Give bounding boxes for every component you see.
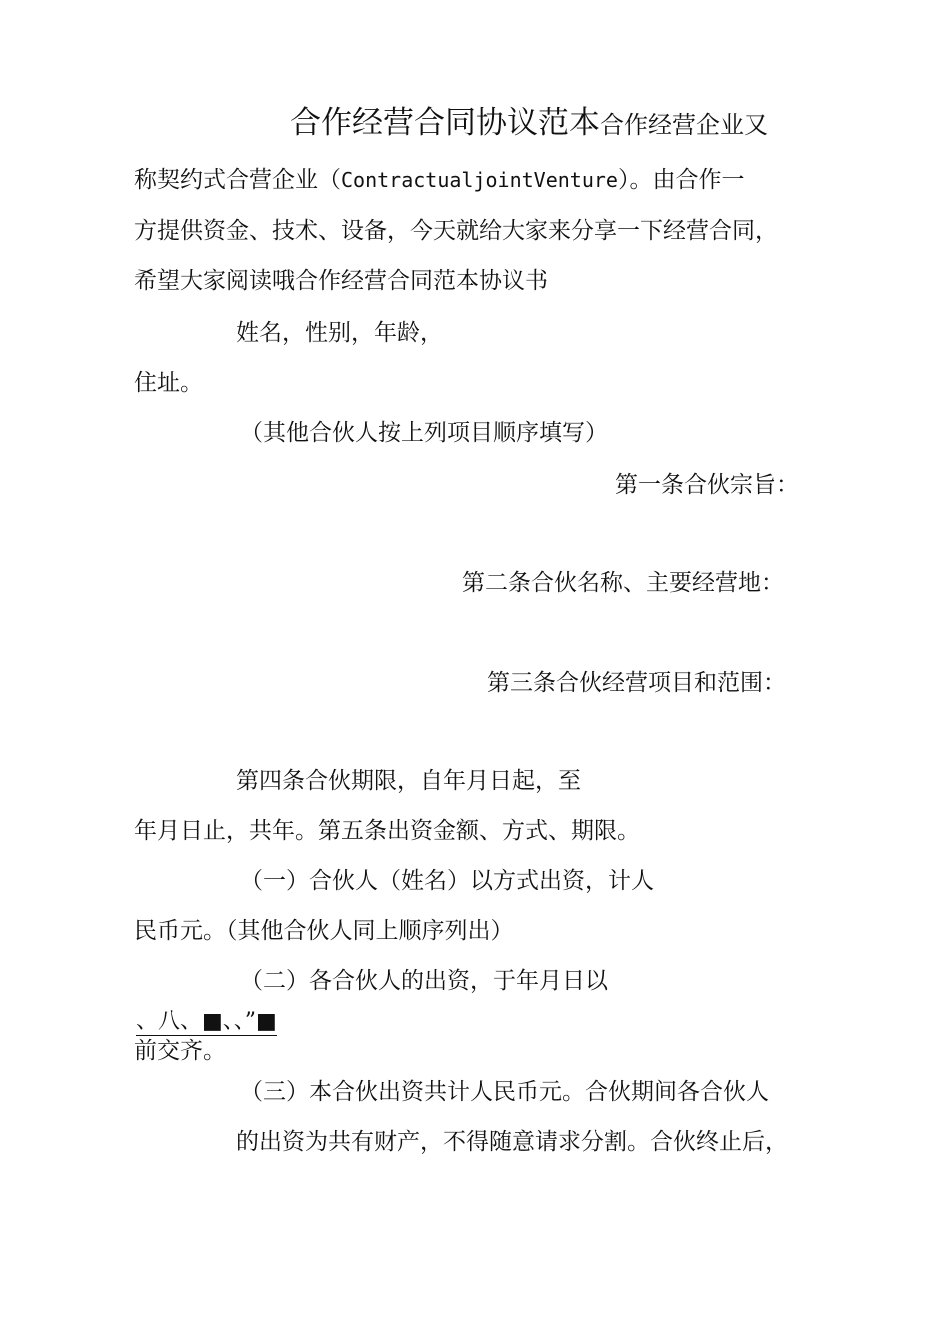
intro-text-a: 称契约式合营企业（ (134, 167, 341, 193)
intro-line-3: 希望大家阅读哦合作经营合同范本协议书 (134, 268, 548, 294)
contribution-3-line-2: 的出资为共有财产，不得随意请求分割。合伙终止后， (236, 1129, 788, 1155)
article-4-line-2: 年月日止，共年。第五条出资金额、方式、期限。 (134, 818, 640, 844)
document-title-line (290, 103, 768, 143)
contribution-2-line-2: 前交齐。 (134, 1038, 226, 1064)
party-note: （其他合伙人按上列项目顺序填写） (240, 420, 608, 446)
title-continuation: 合作经营企业又 (600, 111, 768, 139)
intro-line-2: 方提供资金、技术、设备，今天就给大家来分享一下经营合同， (134, 218, 778, 244)
intro-line-1 (134, 165, 744, 195)
contribution-1-line-1: （一）合伙人（姓名）以方式出资，计人 (240, 868, 654, 894)
intro-text-b: ）。由合作一 (617, 167, 745, 193)
intro-english-term: ContractualjointVenture (341, 168, 618, 192)
contribution-2-line-1: （二）各合伙人的出资，于年月日以 (240, 968, 608, 994)
article-1: 第一条合伙宗旨： (615, 472, 799, 498)
party-address-line: 住址。 (134, 370, 203, 396)
contribution-3-line-1: （三）本合伙出资共计人民币元。合伙期间各合伙人 (240, 1079, 769, 1105)
party-name-line: 姓名，性别，年龄， (236, 320, 443, 346)
article-3: 第三条合伙经营项目和范围： (487, 670, 786, 696)
article-4-line-1: 第四条合伙期限，自年月日起，至 (236, 768, 581, 794)
article-2: 第二条合伙名称、主要经营地： (462, 570, 784, 596)
document-title: 合作经营合同协议范本 (290, 105, 600, 141)
contribution-2-artifact-line (136, 1006, 277, 1036)
contribution-1-line-2: 民币元。（其他合伙人同上顺序列出） (134, 918, 514, 944)
underlined-artifact-text: 、八、■、、”■ (136, 1009, 277, 1034)
